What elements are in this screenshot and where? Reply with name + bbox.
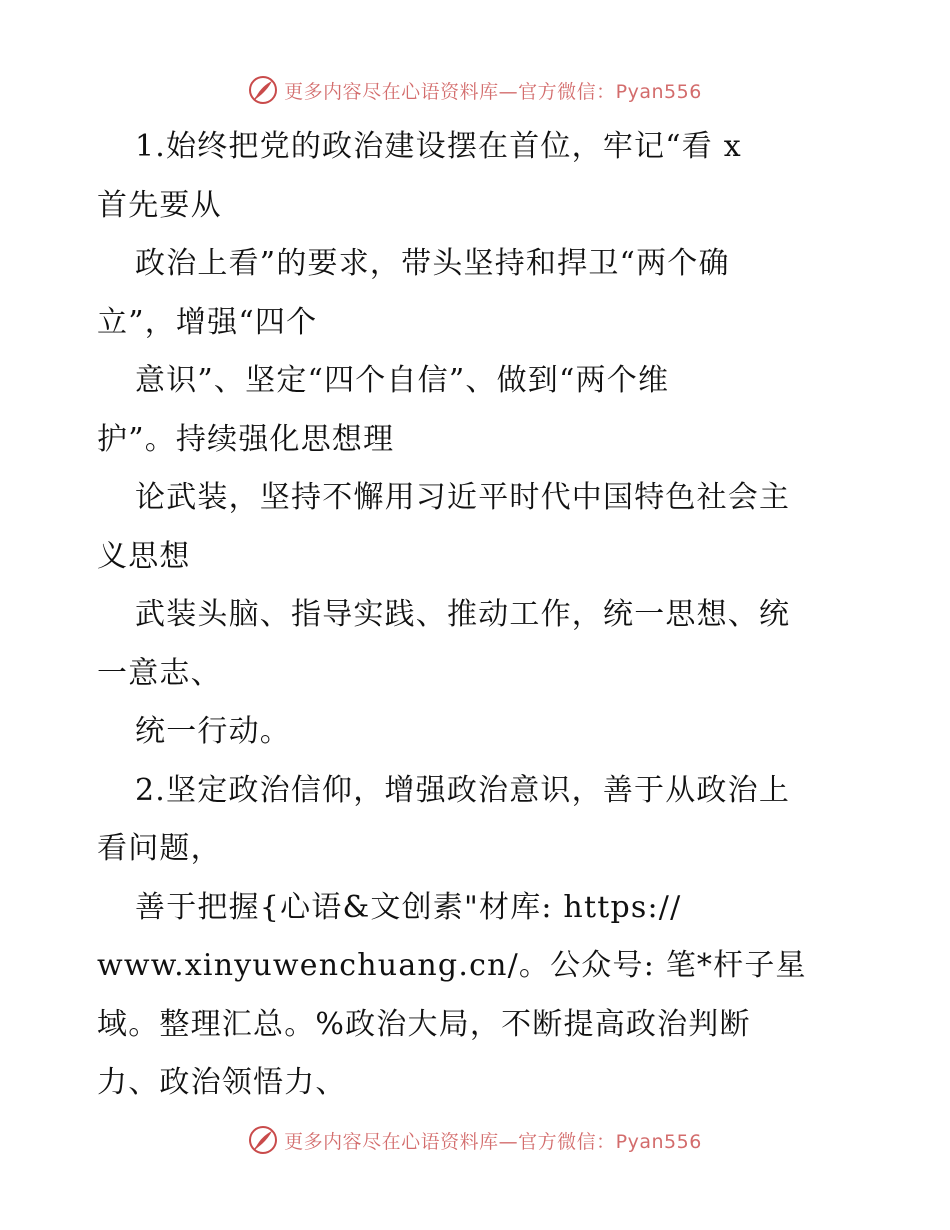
text-line: www.xinyuwenchuang.cn/。公众号: 笔*杆子星 <box>97 948 807 983</box>
header-watermark <box>0 70 950 110</box>
text-line: 力、政治领悟力、 <box>97 1065 347 1100</box>
text-line: 意识”、坚定“四个自信”、做到“两个维 <box>135 363 670 398</box>
text-line: 一意志、 <box>97 655 222 691</box>
feather-pen-logo-icon <box>248 1125 278 1155</box>
footer-watermark-text: 更多内容尽在心语资料库—官方微信：Pyan556 <box>284 1130 702 1153</box>
feather-pen-logo-icon <box>248 75 278 105</box>
text-line: 域。整理汇总。%政治大局，不断提高政治判断 <box>97 1006 751 1042</box>
document-body <box>97 118 857 1113</box>
text-line: 统一行动。 <box>135 714 291 749</box>
text-line: 2.坚定政治信仰，增强政治意识，善于从政治上 <box>135 772 791 808</box>
text-line: 论武装，坚持不懈用习近平时代中国特色社会主 <box>135 480 791 515</box>
text-line: 1.始终把党的政治建设摆在首位，牢记“看 x <box>135 129 742 164</box>
text-line: 护”。持续强化思想理 <box>97 421 395 457</box>
footer-watermark <box>0 1120 950 1160</box>
text-line: 立”，增强“四个 <box>97 304 318 340</box>
text-line: 义思想 <box>97 538 191 574</box>
text-line: 首先要从 <box>97 187 222 223</box>
text-line: 政治上看”的要求，带头坚持和捍卫“两个确 <box>135 246 730 281</box>
header-watermark-text: 更多内容尽在心语资料库—官方微信：Pyan556 <box>284 80 702 103</box>
text-line: 武装头脑、指导实践、推动工作，统一思想、统 <box>135 597 791 632</box>
text-line: 善于把握{心语&文创素"材库: https:// <box>135 889 682 925</box>
text-line: 看问题， <box>97 831 222 866</box>
